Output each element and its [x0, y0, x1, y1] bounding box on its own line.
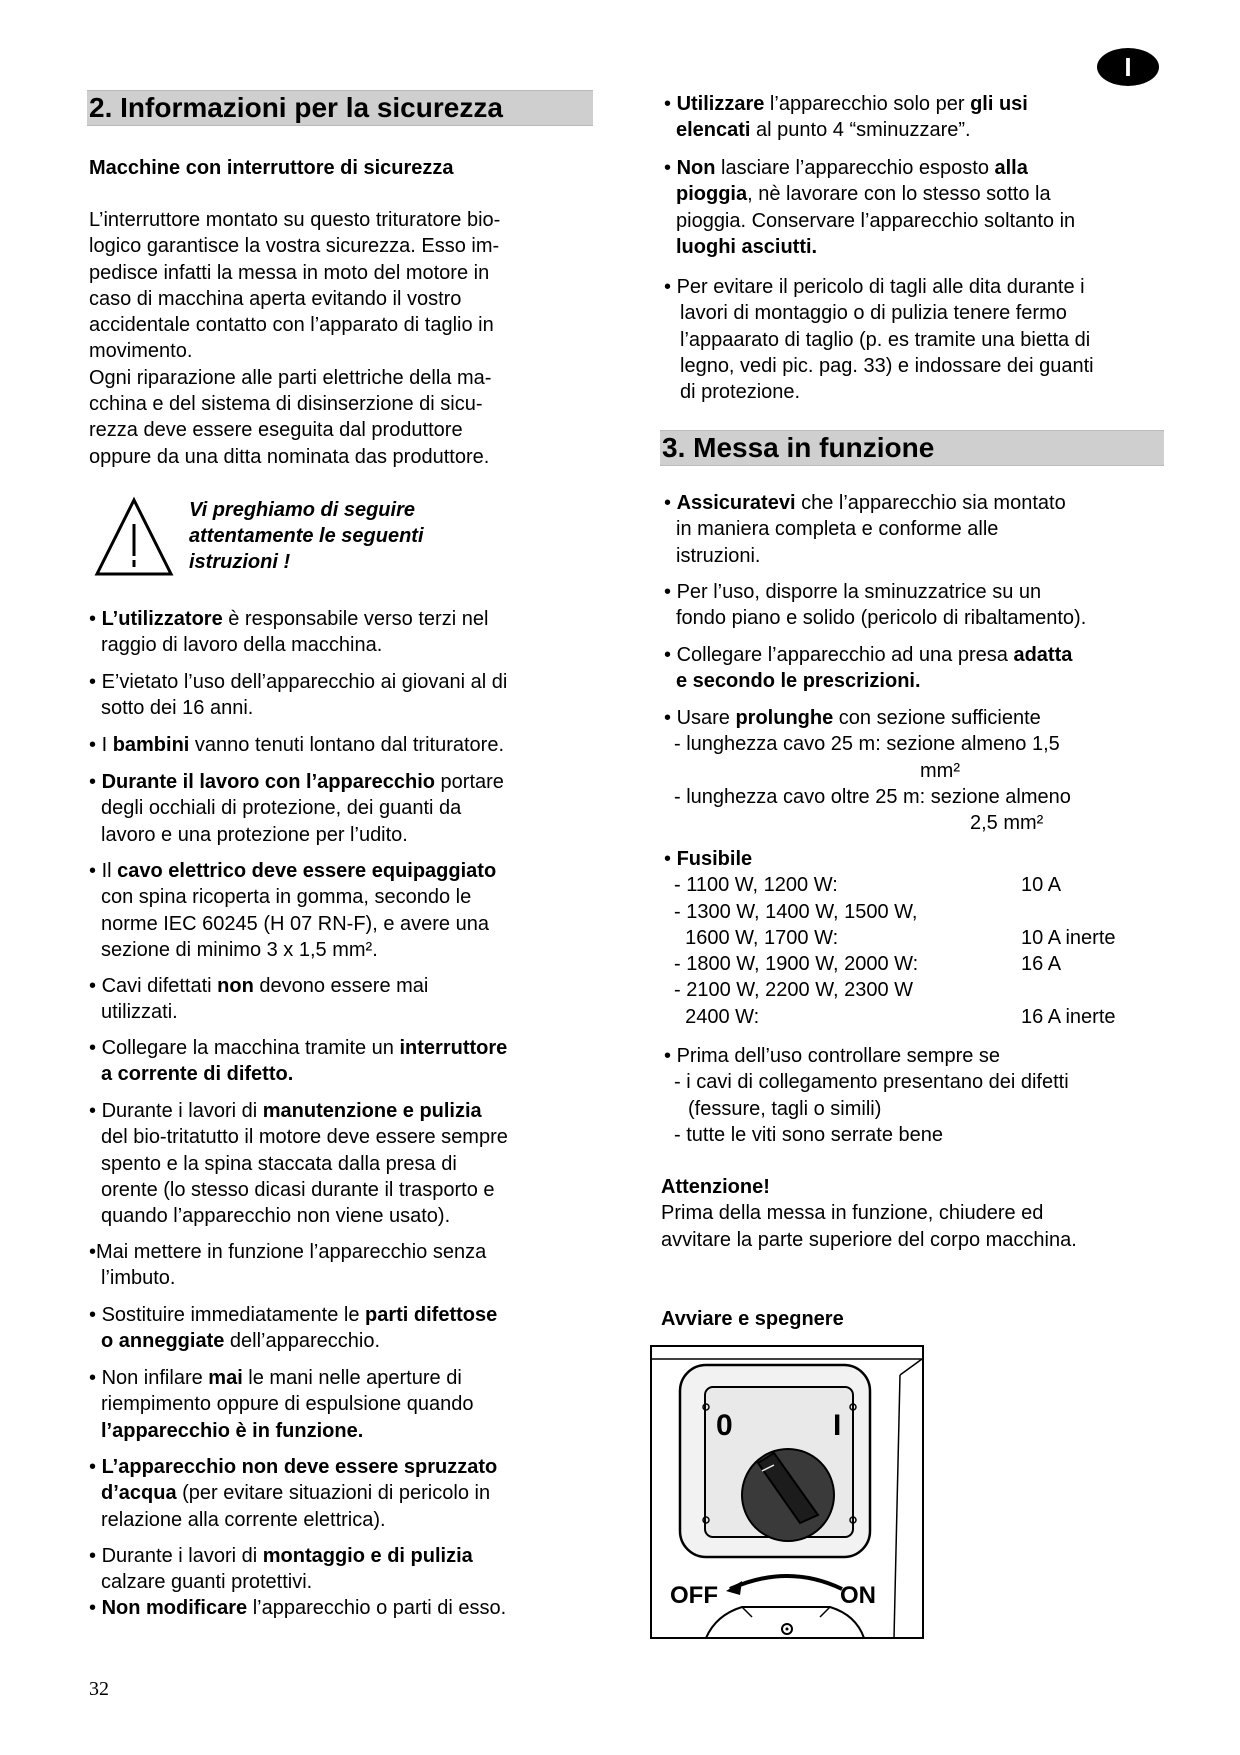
bullet-age-limit: • E’vietato l’uso dell’apparecchio ai giovani al di sotto dei 16 anni.	[89, 671, 508, 720]
bullet-children: • I bambini vanno tenuti lontano dal trituratore.	[89, 734, 505, 756]
bullet-defective-cables: • Cavi difettati non devono essere mai utilizzati.	[89, 975, 429, 1024]
fuse-row: 2400 W: 16 A inerte	[674, 1005, 1116, 1028]
text-line: movimento.	[89, 340, 193, 363]
text-line: logico garantisce la vostra sicurezza. Esso im-	[89, 235, 500, 258]
bullet-no-modify: • Non modificare l’apparecchio o parti di esso.	[89, 1597, 507, 1619]
intro-paragraph	[89, 207, 589, 470]
text-line: cchina e del sistema di disinserzione di sicu-	[89, 393, 483, 416]
bullet-rain: • Non lasciare l’apparecchio esposto alla pioggia, nè lavorare con lo stesso sotto la pioggia. Conservare l’apparecchio soltanto in luoghi asciutti.	[664, 157, 1076, 258]
bullet-cutting-risk: • Per evitare il pericolo di tagli alle dita durante i lavori di montaggio o di pulizia tenere fermo l’appaarato di taglio (p. es tramite una bietta di legno, vedi pic. pag. 33) e indossare dei guanti di protezione.	[664, 276, 1094, 404]
bullet-electric-cable: • Il cavo elettrico deve essere equipaggiato con spina ricoperta in gomma, secondo le norme IEC 60245 (H 07 RN-F), e avere una sezione di minimo 3 x 1,5 mm².	[89, 860, 497, 961]
language-badge: I	[1097, 48, 1159, 86]
bullet-water: • L’apparecchio non deve essere spruzzato d’acqua (per evitare situazioni di pericolo in relazione alla corrente elettrica).	[89, 1456, 498, 1531]
fuse-row: 1600 W, 1700 W: 10 A inerte	[674, 926, 1116, 949]
fuse-row: - 2100 W, 2200 W, 2300 W	[674, 979, 914, 1002]
label-off: OFF	[670, 1582, 718, 1609]
bullet-flat-ground: • Per l’uso, disporre la sminuzzatrice su un fondo piano e solido (pericolo di ribaltamento).	[664, 581, 1087, 630]
subheading-start-stop: Avviare e spegnere	[661, 1308, 844, 1330]
fuse-row: - 1300 W, 1400 W, 1500 W,	[674, 900, 918, 923]
bullet-maintenance: • Durante i lavori di manutenzione e pulizia del bio-tritatutto il motore deve essere sempre spento e la spina staccata dalla presa di orente (lo stesso dicasi durante il trasporto e quando l’apparecchio non viene usato).	[89, 1100, 508, 1228]
bullet-protective-gear: • Durante il lavoro con l’apparecchio portare degli occhiali di protezione, dei guanti da lavoro e una protezione per l’udito.	[89, 771, 504, 846]
fuse-row: - 1800 W, 1900 W, 2000 W: 16 A	[674, 953, 1062, 976]
text-line: pedisce infatti la messa in moto del motore in	[89, 261, 490, 284]
bullet-intended-use: • Utilizzare l’apparecchio solo per gli usi elencati al punto 4 “sminuzzare”.	[664, 93, 1028, 142]
bullet-replace-parts: • Sostituire immediatamente le parti difettose o anneggiate dell’apparecchio.	[89, 1304, 498, 1353]
text-line: accidentale contatto con l’apparato di taglio in	[89, 314, 494, 337]
text-line: Vi preghiamo di seguire	[189, 499, 415, 521]
bullet-funnel: •Mai mettere in funzione l’apparecchio senza l’imbuto.	[89, 1241, 487, 1290]
fuse-table: • Fusibile - 1100 W, 1200 W: 10 A - 1300 W, 1400 W, 1500 W, 1600 W, 1700 W: 10 A inerte - 1800 W, 1900 W, 2000 W: 16 A - 2100 W, 2200 W, 2300 W 2400 W: 16 A inerte	[664, 846, 1144, 1030]
section-title-startup: 3. Messa in funzione	[660, 430, 1164, 466]
text-line: L’interruttore montato su questo trituratore bio-	[89, 209, 501, 231]
text-line: rezza deve essere eseguita dal produttore	[89, 419, 463, 442]
text-line: istruzioni !	[189, 551, 291, 573]
section-title-safety: 2. Informazioni per la sicurezza	[87, 90, 593, 126]
attention-note: Attenzione! Prima della messa in funzione, chiudere ed avvitare la parte superiore del corpo macchina.	[661, 1176, 1077, 1251]
bullet-socket: • Collegare l’apparecchio ad una presa adatta e secondo le prescrizioni.	[664, 644, 1073, 693]
bullet-assembled: • Assicuratevi che l’apparecchio sia montato in maniera completa e conforme alle istruzioni.	[664, 492, 1066, 567]
bullet-rcd-switch: • Collegare la macchina tramite un interruttore a corrente di difetto.	[89, 1037, 508, 1086]
on-off-switch-illustration	[650, 1345, 924, 1639]
bullet-extension-cables: • Usare prolunghe con sezione sufficiente - lunghezza cavo 25 m: sezione almeno 1,5 mm² - lunghezza cavo oltre 25 m: sezione almeno 2,5 mm²	[664, 707, 1071, 835]
warning-triangle-icon	[93, 496, 175, 578]
fuse-row: - 1100 W, 1200 W: 10 A	[674, 874, 1062, 897]
switch-position-I: I	[833, 1409, 842, 1442]
bullet-hands: • Non infilare mai le mani nelle aperture di riempimento oppure di espulsione quando l’apparecchio è in funzione.	[89, 1367, 474, 1442]
bullet-user-responsibility: • L’utilizzatore è responsabile verso terzi nel raggio di lavoro della macchina.	[89, 608, 489, 657]
warning-text	[189, 497, 424, 575]
subheading-safety-switch: Macchine con interruttore di sicurezza	[89, 157, 454, 179]
bullet-check-before-use: • Prima dell’uso controllare sempre se - i cavi di collegamento presentano dei difetti (fessure, tagli o simili) - tutte le viti sono serrate bene	[664, 1045, 1069, 1146]
text-line: Ogni riparazione alle parti elettriche della ma-	[89, 366, 492, 389]
text-line: oppure da una ditta nominata das produttore.	[89, 445, 490, 468]
page-number: 32	[89, 1678, 109, 1700]
text-line: caso di macchina aperta evitando il vostro	[89, 287, 462, 310]
switch-position-0: 0	[716, 1409, 733, 1442]
bullet-gloves: • Durante i lavori di montaggio e di pulizia calzare guanti protettivi.	[89, 1545, 473, 1594]
text-line: attentamente le seguenti	[189, 525, 424, 547]
label-on: ON	[840, 1582, 876, 1609]
